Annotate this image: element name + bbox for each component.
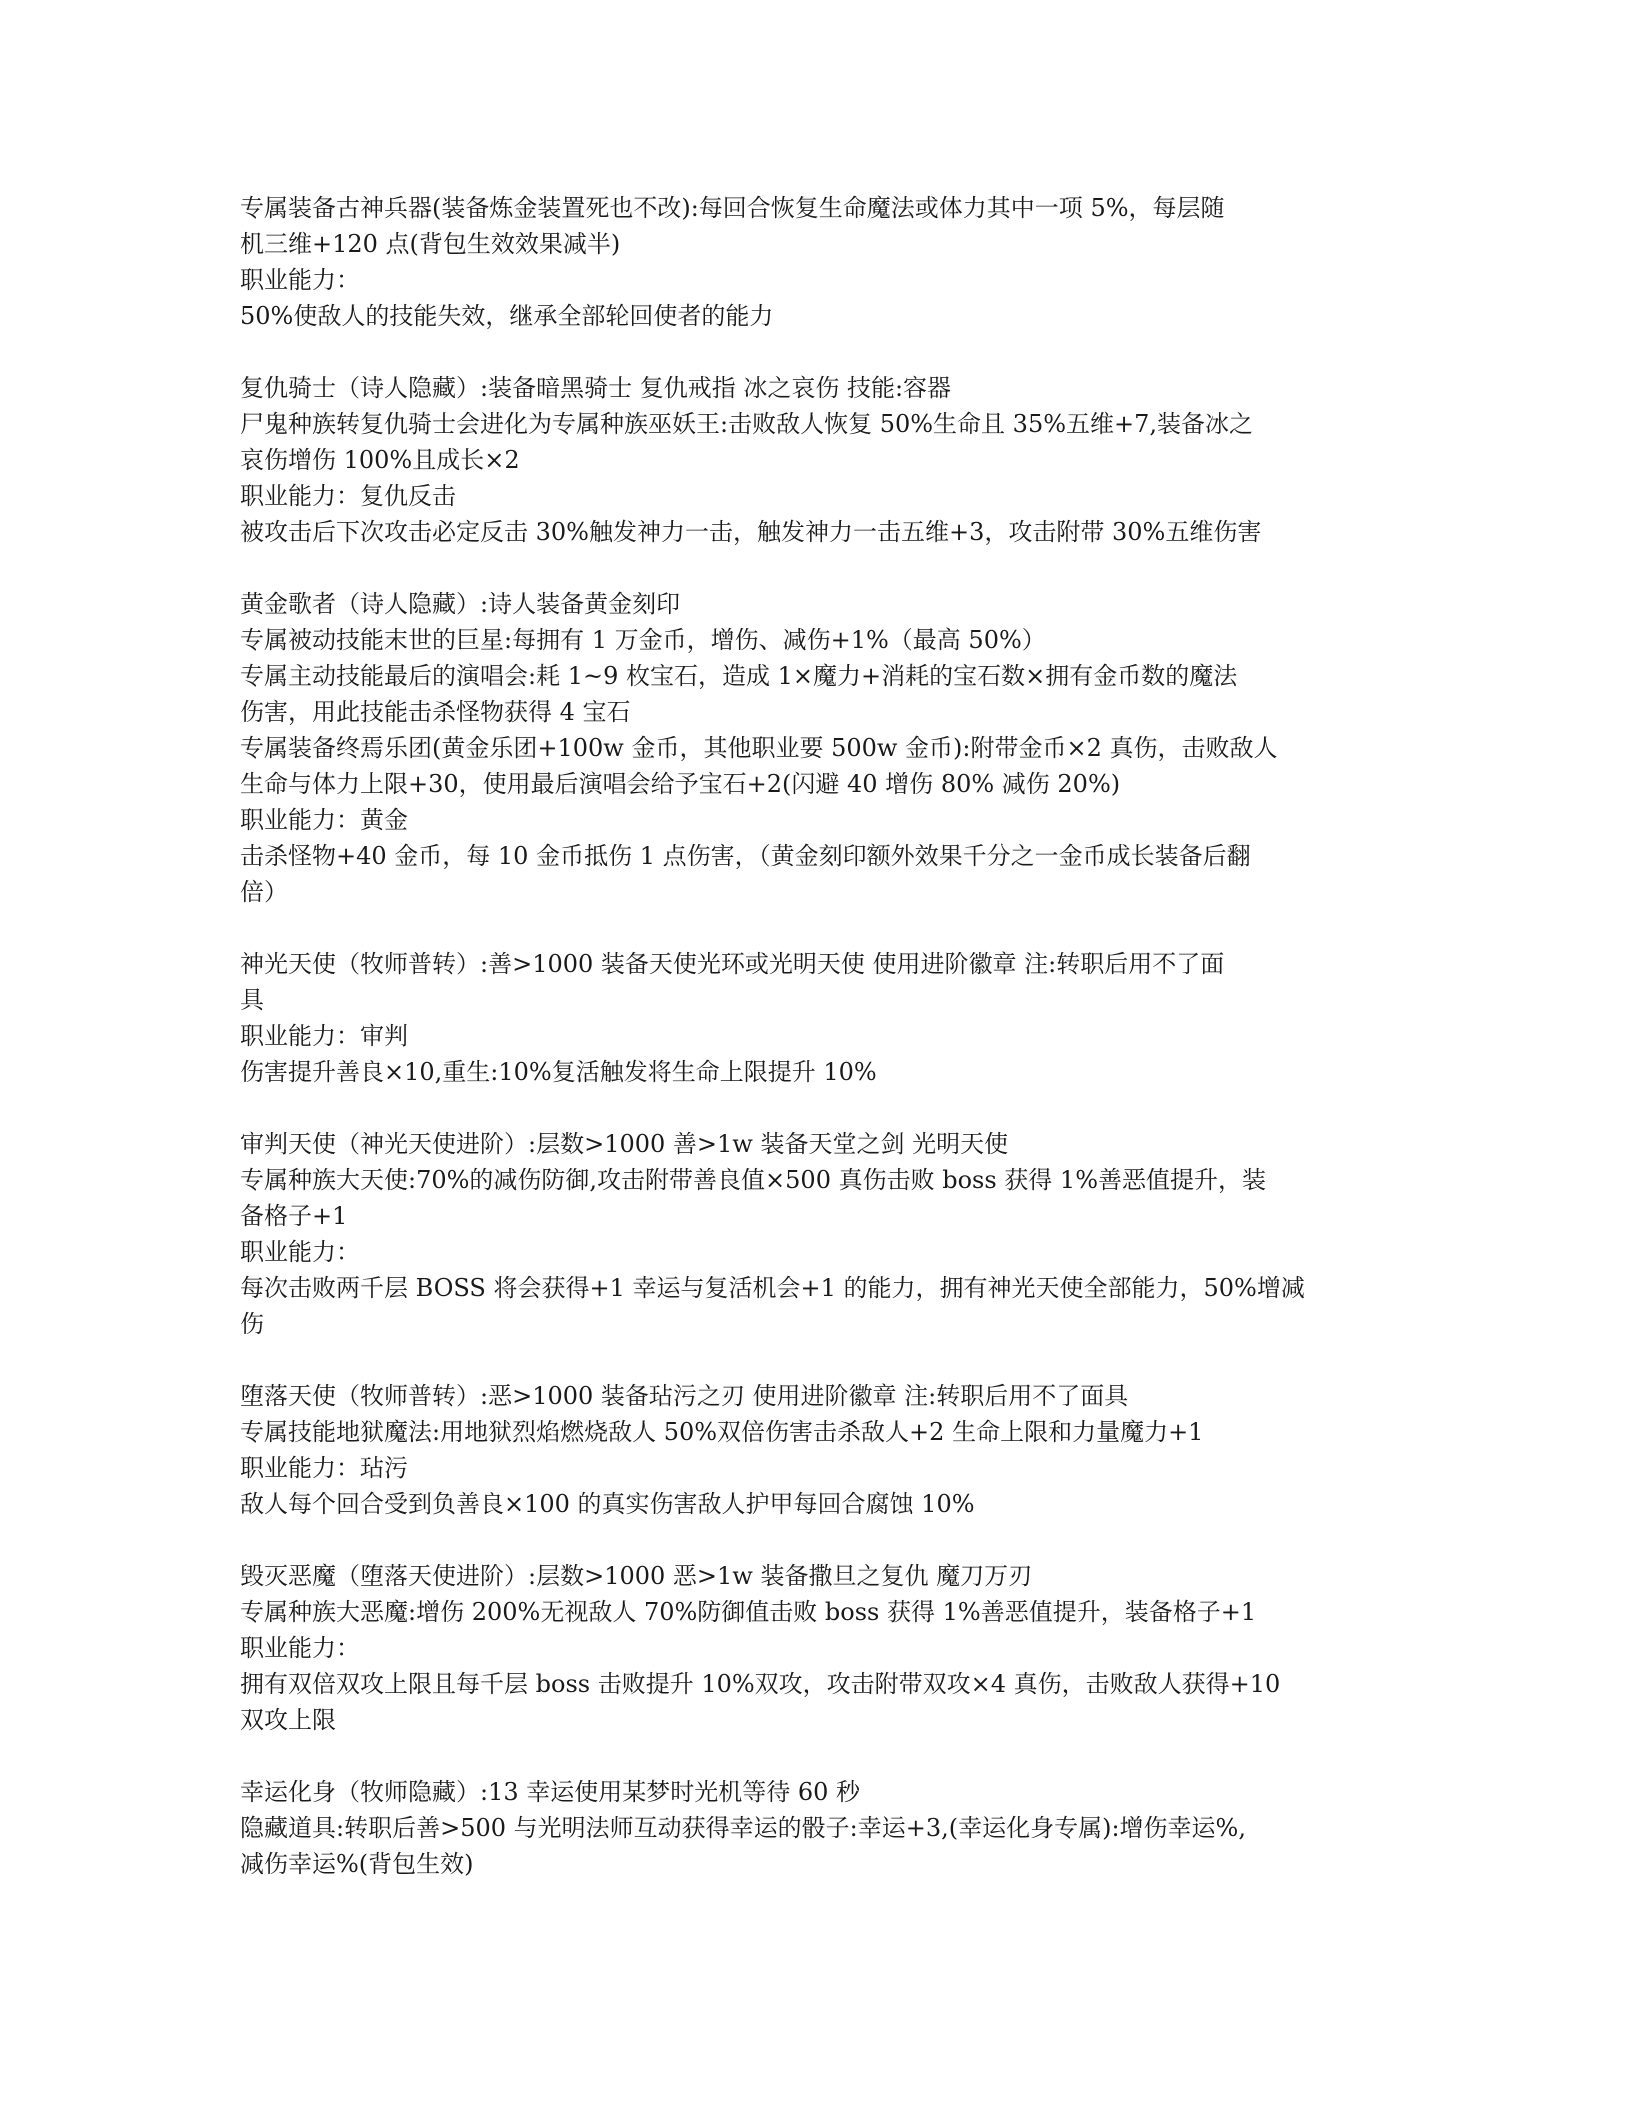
text-line: 每次击败两千层 BOSS 将会获得+1 幸运与复活机会+1 的能力，拥有神光天使全部能力，50%增减: [240, 1274, 1305, 1302]
section-destruction-demon: [240, 1558, 1400, 1738]
text-line: 职业能力：玷污: [240, 1454, 408, 1482]
section-luck-avatar: [240, 1774, 1400, 1882]
text-line: 专属装备古神兵器(装备炼金装置死也不改):每回合恢复生命魔法或体力其中一项 5%，每层随: [240, 194, 1225, 222]
text-line: 职业能力：审判: [240, 1022, 408, 1050]
text-line: 伤: [240, 1310, 264, 1338]
text-line: 双攻上限: [240, 1706, 336, 1734]
text-line: 机三维+120 点(背包生效效果减半): [240, 230, 621, 258]
section-heading: 神光天使（牧师普转）:善>1000 装备天使光环或光明天使 使用进阶徽章 注:转职后用不了面: [240, 950, 1225, 978]
text-line: 伤害提升善良×10,重生:10%复活触发将生命上限提升 10%: [240, 1058, 877, 1086]
text-line: 专属技能地狱魔法:用地狱烈焰燃烧敌人 50%双倍伤害击杀敌人+2 生命上限和力量魔力+1: [240, 1418, 1204, 1446]
text-line: 被攻击后下次攻击必定反击 30%触发神力一击，触发神力一击五维+3，攻击附带 30%五维伤害: [240, 518, 1262, 546]
text-line: 减伤幸运%(背包生效): [240, 1850, 474, 1878]
text-line: 具: [240, 986, 264, 1014]
section-heading: 堕落天使（牧师普转）:恶>1000 装备玷污之刃 使用进阶徽章 注:转职后用不了面具: [240, 1382, 1129, 1410]
section-heading: 毁灭恶魔（堕落天使进阶）:层数>1000 恶>1w 装备撒旦之复仇 魔刀万刃: [240, 1562, 1033, 1590]
section-revenge-knight: [240, 370, 1400, 550]
text-line: 职业能力：: [240, 1634, 360, 1662]
text-line: 生命与体力上限+30，使用最后演唱会给予宝石+2(闪避 40 增伤 80% 减伤 20%): [240, 770, 1121, 798]
text-line: 尸鬼种族转复仇骑士会进化为专属种族巫妖王:击败敌人恢复 50%生命且 35%五维+7,装备冰之: [240, 410, 1254, 438]
text-line: 职业能力：复仇反击: [240, 482, 456, 510]
text-line: 职业能力：黄金: [240, 806, 408, 834]
text-line: 专属主动技能最后的演唱会:耗 1~9 枚宝石，造成 1×魔力+消耗的宝石数×拥有金币数的魔法: [240, 662, 1238, 690]
text-line: 备格子+1: [240, 1202, 348, 1230]
text-line: 伤害，用此技能击杀怪物获得 4 宝石: [240, 698, 631, 726]
section-fallen-angel: [240, 1378, 1400, 1522]
text-line: 专属种族大天使:70%的减伤防御,攻击附带善良值×500 真伤击败 boss 获得 1%善恶值提升，装: [240, 1166, 1267, 1194]
text-line: 哀伤增伤 100%且成长×2: [240, 446, 520, 474]
text-line: 50%使敌人的技能失效，继承全部轮回使者的能力: [240, 302, 774, 330]
paragraph-gap: [240, 910, 1400, 946]
text-line: 倍）: [240, 878, 288, 906]
text-line: 隐藏道具:转职后善>500 与光明法师互动获得幸运的骰子:幸运+3,(幸运化身专属):增伤幸运%,: [240, 1814, 1246, 1842]
text-line: 敌人每个回合受到负善良×100 的真实伤害敌人护甲每回合腐蚀 10%: [240, 1490, 975, 1518]
text-line: 专属种族大恶魔:增伤 200%无视敌人 70%防御值击败 boss 获得 1%善恶值提升，装备格子+1: [240, 1598, 1257, 1626]
text-line: 专属被动技能末世的巨星:每拥有 1 万金币，增伤、减伤+1%（最高 50%）: [240, 626, 1046, 654]
section-ancient-weapon: [240, 190, 1400, 334]
section-heading: 幸运化身（牧师隐藏）:13 幸运使用某梦时光机等待 60 秒: [240, 1778, 861, 1806]
text-line: 专属装备终焉乐团(黄金乐团+100w 金币，其他职业要 500w 金币):附带金币×2 真伤，击败敌人: [240, 734, 1278, 762]
text-line: 击杀怪物+40 金币，每 10 金币抵伤 1 点伤害，（黄金刻印额外效果千分之一金币成长装备后翻: [240, 842, 1251, 870]
paragraph-gap: [240, 1342, 1400, 1378]
section-heading: 复仇骑士（诗人隐藏）:装备暗黑骑士 复仇戒指 冰之哀伤 技能:容器: [240, 374, 952, 402]
paragraph-gap: [240, 334, 1400, 370]
paragraph-gap: [240, 550, 1400, 586]
paragraph-gap: [240, 1090, 1400, 1126]
paragraph-gap: [240, 1522, 1400, 1558]
section-heading: 黄金歌者（诗人隐藏）:诗人装备黄金刻印: [240, 590, 681, 618]
section-divine-angel: [240, 946, 1400, 1090]
section-judgment-angel: [240, 1126, 1400, 1342]
text-line: 职业能力：: [240, 266, 360, 294]
section-golden-singer: [240, 586, 1400, 910]
text-line: 职业能力：: [240, 1238, 360, 1266]
paragraph-gap: [240, 1738, 1400, 1774]
text-line: 拥有双倍双攻上限且每千层 boss 击败提升 10%双攻，攻击附带双攻×4 真伤，击败敌人获得+10: [240, 1670, 1281, 1698]
document-page: [240, 190, 1400, 1882]
section-heading: 审判天使（神光天使进阶）:层数>1000 善>1w 装备天堂之剑 光明天使: [240, 1130, 1009, 1158]
